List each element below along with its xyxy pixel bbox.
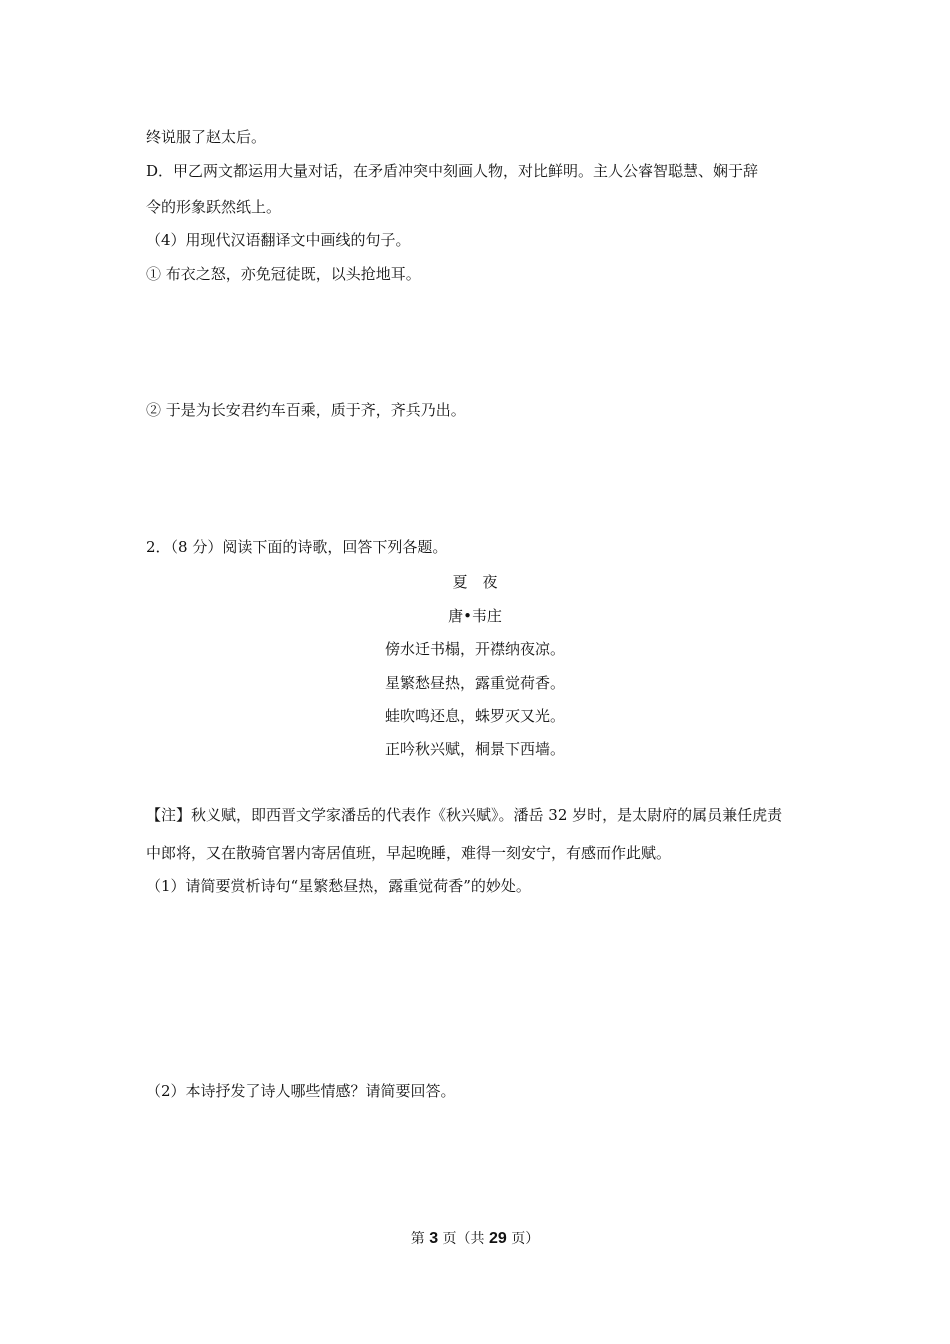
translation-sentence-2: ② 于是为长安君约车百乘，质于齐，齐兵乃出。 xyxy=(146,401,466,419)
current-page-number: 3 xyxy=(429,1230,439,1247)
poem-line-1: 傍水迁书榻，开襟纳夜凉。 xyxy=(384,640,565,658)
note-line-2: 中郎将，又在散骑官署内寄居值班，早起晚睡，难得一刻安宁，有感而作此赋。 xyxy=(146,844,672,862)
page-footer xyxy=(0,1229,950,1249)
sub-question-1: （1）请简要赏析诗句“星繁愁昼热，露重觉荷香”的妙处。 xyxy=(146,877,531,895)
sub-question-2: （2）本诗抒发了诗人哪些情感？请简要回答。 xyxy=(146,1082,456,1100)
translation-sentence-1: ① 布衣之怒，亦免冠徒既，以头抢地耳。 xyxy=(146,265,421,283)
footer-suffix: 页） xyxy=(511,1231,540,1247)
footer-prefix: 第 xyxy=(410,1231,425,1247)
option-c-tail: 终说服了赵太后。 xyxy=(146,128,267,146)
poem-line-2: 星繁愁昼热，露重觉荷香。 xyxy=(384,674,565,692)
poem-line-3: 蛙吹鸣还息，蛛罗灭又光。 xyxy=(384,707,565,725)
total-pages-number: 29 xyxy=(489,1230,507,1247)
note-line-1: 【注】秋义赋，即西晋文学家潘岳的代表作《秋兴赋》。潘岳 32 岁时，是太尉府的属员兼任虎责 xyxy=(146,806,783,824)
poem-line-4: 正吟秋兴赋，桐景下西墙。 xyxy=(384,740,565,758)
option-d-line1: D．甲乙两文都运用大量对话，在矛盾冲突中刻画人物，对比鲜明。主人公睿智聪慧、娴于辞 xyxy=(146,162,759,180)
footer-mid: 页（共 xyxy=(442,1231,485,1247)
option-d-line2: 令的形象跃然纸上。 xyxy=(146,198,282,216)
poem-title: 夏 夜 xyxy=(452,573,498,591)
question-2-header: 2．（8 分）阅读下面的诗歌，回答下列各题。 xyxy=(146,538,448,556)
sub-question-4: （4）用现代汉语翻译文中画线的句子。 xyxy=(146,231,411,249)
poem-author: 唐•韦庄 xyxy=(448,607,502,625)
